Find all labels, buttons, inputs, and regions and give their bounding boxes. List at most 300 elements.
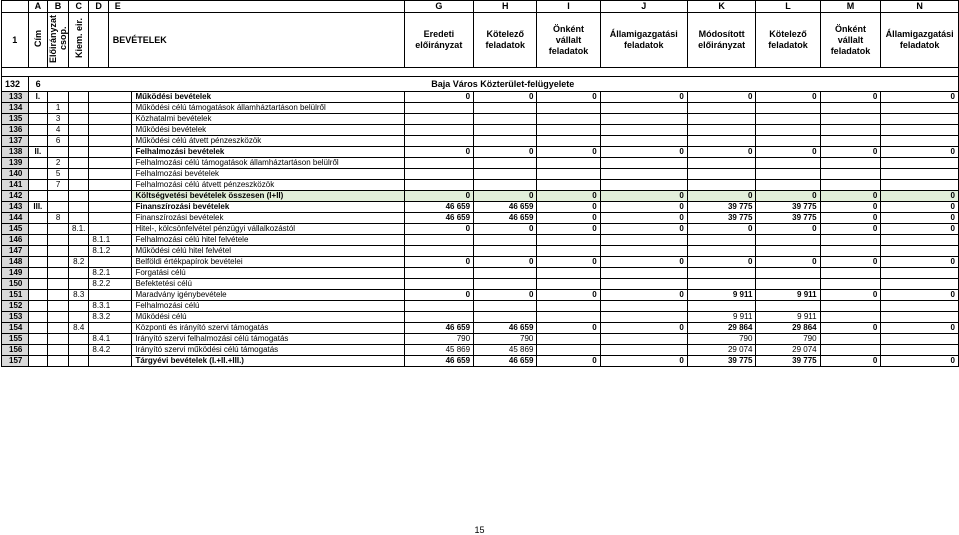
kiem-eir-cell: 8.1. [69,224,89,235]
row-number: 143 [2,202,29,213]
eloiranyzat-csop-cell: 7 [48,180,69,191]
value-cell [820,158,881,169]
value-cell: 0 [687,92,756,103]
value-cell [404,279,474,290]
value-cell [474,136,537,147]
value-cell [600,334,687,345]
value-cell [404,180,474,191]
header-kiem-eir-label: Kiem. eir. [73,18,84,59]
kiem-eir-cell [69,147,89,158]
header-cim-label: Cím [32,29,43,47]
value-cell: 0 [474,92,537,103]
row-label: Közhatalmi bevételek [132,114,404,125]
kiem-eir-cell [69,334,89,345]
kiem-eir-cell [69,191,89,202]
table-row [2,235,959,246]
value-cell [474,235,537,246]
value-cell [820,235,881,246]
row-number: 157 [2,356,29,367]
cim-cell [28,224,47,235]
code-cell: 8.1.1 [89,235,132,246]
code-cell [89,103,132,114]
cim-cell: I. [28,92,47,103]
value-cell: 790 [474,334,537,345]
value-cell [881,136,959,147]
row-label: Működési célú hitel felvétel [132,246,404,257]
eloiranyzat-csop-cell [48,323,69,334]
value-cell [881,235,959,246]
value-cell: 0 [474,191,537,202]
kiem-eir-cell [69,125,89,136]
row-number: 150 [2,279,29,290]
value-cell [404,312,474,323]
value-cell: 0 [404,147,474,158]
value-cell [756,235,820,246]
code-cell [89,290,132,301]
value-cell [687,169,756,180]
value-cell: 0 [881,191,959,202]
value-cell: 0 [820,290,881,301]
cim-cell [28,246,47,257]
value-cell: 0 [600,290,687,301]
code-cell [89,114,132,125]
value-cell [881,345,959,356]
header-row [2,13,959,68]
eloiranyzat-csop-cell: 6 [48,136,69,147]
cim-cell [28,169,47,180]
table-row [2,312,959,323]
row-number: 145 [2,224,29,235]
value-cell: 0 [404,191,474,202]
header-col: Önként vállalt feladatok [537,13,600,68]
value-cell [474,268,537,279]
value-cell: 0 [881,356,959,367]
value-cell: 9 911 [687,290,756,301]
value-cell [474,246,537,257]
value-cell: 0 [881,257,959,268]
value-cell: 9 911 [687,312,756,323]
eloiranyzat-csop-cell: 4 [48,125,69,136]
value-cell: 0 [687,257,756,268]
value-cell [600,301,687,312]
code-cell [89,158,132,169]
value-cell: 29 074 [756,345,820,356]
col-letter: B [48,1,69,13]
value-cell [820,114,881,125]
value-cell [404,158,474,169]
value-cell [404,301,474,312]
table-row [2,92,959,103]
kiem-eir-cell [69,202,89,213]
code-cell [89,356,132,367]
value-cell: 0 [881,92,959,103]
value-cell: 0 [600,147,687,158]
value-cell [820,268,881,279]
value-cell [600,180,687,191]
kiem-eir-cell [69,103,89,114]
table-row [2,290,959,301]
value-cell [474,180,537,191]
cim-cell [28,356,47,367]
value-cell: 46 659 [474,213,537,224]
code-cell [89,147,132,158]
value-cell [474,279,537,290]
table-row [2,224,959,235]
value-cell [756,279,820,290]
value-cell: 0 [600,202,687,213]
cim-cell [28,323,47,334]
code-cell: 8.3.1 [89,301,132,312]
value-cell [756,169,820,180]
value-cell [881,114,959,125]
row-number: 148 [2,257,29,268]
value-cell [687,268,756,279]
page-number: 15 [474,525,485,535]
kiem-eir-cell: 8.2 [69,257,89,268]
row-label: Működési célú átvett pénzeszközök [132,136,404,147]
value-cell [474,312,537,323]
row-number: 137 [2,136,29,147]
row-label: Felhalmozási bevételek [132,147,404,158]
cim-cell [28,290,47,301]
code-cell [89,202,132,213]
eloiranyzat-csop-cell [48,301,69,312]
row-number: 152 [2,301,29,312]
value-cell: 0 [537,224,600,235]
value-cell [881,301,959,312]
value-cell: 46 659 [474,202,537,213]
eloiranyzat-csop-cell: 3 [48,114,69,125]
value-cell [687,301,756,312]
header-col: Eredeti előirányzat [404,13,474,68]
value-cell [881,312,959,323]
kiem-eir-cell [69,235,89,246]
kiem-eir-cell [69,268,89,279]
value-cell: 29 864 [756,323,820,334]
value-cell [404,125,474,136]
value-cell [537,268,600,279]
row-number: 144 [2,213,29,224]
cim-cell: III. [28,202,47,213]
kiem-eir-cell [69,169,89,180]
value-cell [881,334,959,345]
value-cell: 9 911 [756,290,820,301]
value-cell [537,235,600,246]
table-row [2,191,959,202]
row-number: 146 [2,235,29,246]
col-letter: N [881,1,959,13]
col-letter: H [474,1,537,13]
value-cell [404,268,474,279]
eloiranyzat-csop-cell [48,224,69,235]
value-cell: 0 [756,191,820,202]
value-cell: 0 [881,147,959,158]
kiem-eir-cell [69,180,89,191]
kiem-eir-cell [69,136,89,147]
value-cell: 0 [881,202,959,213]
row-label: Felhalmozási bevételek [132,169,404,180]
eloiranyzat-csop-cell [48,202,69,213]
value-cell [600,246,687,257]
value-cell: 46 659 [474,356,537,367]
code-cell [89,213,132,224]
value-cell: 29 074 [687,345,756,356]
code-cell [89,257,132,268]
value-cell: 0 [404,92,474,103]
institution-title-row [2,77,959,92]
cim-cell [28,235,47,246]
value-cell [881,125,959,136]
code-cell: 8.1.2 [89,246,132,257]
table-row [2,257,959,268]
value-cell [820,180,881,191]
row-label: Felhalmozási célú átvett pénzeszközök [132,180,404,191]
cim-cell [28,279,47,290]
value-cell: 39 775 [756,202,820,213]
header-eloiranyzat-csop [48,13,69,68]
code-cell: 8.4.1 [89,334,132,345]
value-cell: 0 [600,213,687,224]
row-label: Működési bevételek [132,92,404,103]
row-label: Működési célú támogatások államháztartáson belülről [132,103,404,114]
eloiranyzat-csop-cell: 5 [48,169,69,180]
value-cell [404,169,474,180]
row-label: Költségvetési bevételek összesen (I+II) [132,191,404,202]
header-kiem-eir [69,13,89,68]
value-cell: 0 [881,213,959,224]
value-cell: 0 [687,224,756,235]
value-cell [881,180,959,191]
row-number: 138 [2,147,29,158]
value-cell [600,158,687,169]
row-label: Hitel-, kölcsönfelvétel pénzügyi vállalkozástól [132,224,404,235]
kiem-eir-cell [69,356,89,367]
header-col: Önként vállalt feladatok [820,13,881,68]
code-cell [89,323,132,334]
value-cell [404,246,474,257]
value-cell [537,345,600,356]
header-col: Államigazgatási feladatok [881,13,959,68]
value-cell: 0 [820,224,881,235]
col-letter: G [404,1,474,13]
eloiranyzat-csop-cell [48,147,69,158]
value-cell: 29 864 [687,323,756,334]
value-cell [404,103,474,114]
header-col: Módosított előirányzat [687,13,756,68]
kiem-eir-cell [69,92,89,103]
eloiranyzat-csop-cell [48,345,69,356]
value-cell: 790 [404,334,474,345]
value-cell: 39 775 [687,213,756,224]
value-cell: 39 775 [687,202,756,213]
eloiranyzat-csop-cell [48,268,69,279]
cim-cell [28,257,47,268]
value-cell [537,246,600,257]
value-cell [537,103,600,114]
value-cell [474,103,537,114]
code-cell [89,180,132,191]
eloiranyzat-csop-cell [48,191,69,202]
row-label: Belföldi értékpapírok bevételei [132,257,404,268]
value-cell [537,312,600,323]
eloiranyzat-csop-cell [48,257,69,268]
value-cell [474,158,537,169]
table-row [2,345,959,356]
cim-cell [28,103,47,114]
value-cell: 0 [600,92,687,103]
header-col: Államigazgatási feladatok [600,13,687,68]
col-letter: K [687,1,756,13]
row-label: Befektetési célú [132,279,404,290]
cim-cell [28,191,47,202]
value-cell: 46 659 [404,213,474,224]
value-cell: 9 911 [756,312,820,323]
value-cell [600,114,687,125]
value-cell: 39 775 [756,356,820,367]
header-bevetelek: BEVÉTELEK [108,13,404,68]
value-cell: 0 [404,257,474,268]
cim-cell [28,301,47,312]
value-cell: 0 [881,224,959,235]
table-row [2,301,959,312]
value-cell: 0 [474,147,537,158]
kiem-eir-cell [69,246,89,257]
value-cell [687,136,756,147]
table-row [2,136,959,147]
value-cell [820,246,881,257]
header-col: Kötelező feladatok [474,13,537,68]
value-cell [687,158,756,169]
value-cell: 0 [600,356,687,367]
header-cim [28,13,47,68]
value-cell [600,169,687,180]
value-cell [537,301,600,312]
value-cell: 0 [600,224,687,235]
row-label: Tárgyévi bevételek (I.+II.+III.) [132,356,404,367]
eloiranyzat-csop-cell [48,290,69,301]
table-row [2,158,959,169]
value-cell: 0 [820,213,881,224]
row-label: Irányító szervi felhalmozási célú támogatás [132,334,404,345]
value-cell [474,125,537,136]
value-cell [756,103,820,114]
kiem-eir-cell [69,213,89,224]
value-cell: 45 869 [474,345,537,356]
value-cell: 0 [474,290,537,301]
cim-cell [28,158,47,169]
value-cell [474,301,537,312]
row-label: Működési bevételek [132,125,404,136]
value-cell: 0 [756,147,820,158]
value-cell [820,334,881,345]
title-row-number: 132 [2,77,29,92]
cim-cell [28,213,47,224]
code-cell [89,125,132,136]
col-letter: E [108,1,404,13]
row-label: Finanszírozási bevételek [132,202,404,213]
value-cell: 0 [820,257,881,268]
code-cell [89,92,132,103]
value-cell [756,125,820,136]
col-letter: I [537,1,600,13]
row-label: Felhalmozási célú [132,301,404,312]
kiem-eir-cell [69,301,89,312]
table-row [2,279,959,290]
value-cell [756,301,820,312]
code-cell: 8.3.2 [89,312,132,323]
code-cell: 8.4.2 [89,345,132,356]
value-cell: 0 [687,147,756,158]
value-cell: 0 [537,356,600,367]
value-cell: 0 [537,257,600,268]
header-eloiranyzat-csop-label: Előirányzat csop. [48,14,69,63]
value-cell: 0 [881,323,959,334]
value-cell [881,103,959,114]
column-letter-row [2,1,959,13]
cim-cell [28,114,47,125]
eloiranyzat-csop-cell [48,279,69,290]
cim-cell [28,345,47,356]
row-label: Irányító szervi működési célú támogatás [132,345,404,356]
table-row [2,114,959,125]
row-number: 133 [2,92,29,103]
cim-cell: II. [28,147,47,158]
kiem-eir-cell [69,312,89,323]
table-row [2,103,959,114]
value-cell [820,103,881,114]
value-cell [756,114,820,125]
cim-cell [28,180,47,191]
code-cell [89,169,132,180]
value-cell [474,169,537,180]
value-cell: 0 [820,323,881,334]
value-cell [820,279,881,290]
row-label: Maradvány igénybevétele [132,290,404,301]
table-row [2,213,959,224]
value-cell [881,279,959,290]
eloiranyzat-csop-cell [48,312,69,323]
value-cell [756,158,820,169]
value-cell [756,180,820,191]
value-cell: 0 [820,356,881,367]
value-cell: 0 [600,257,687,268]
value-cell [537,114,600,125]
value-cell [600,279,687,290]
value-cell: 790 [756,334,820,345]
table-row [2,169,959,180]
row-label: Forgatási célú [132,268,404,279]
table-row [2,125,959,136]
table-row [2,323,959,334]
table-row [2,246,959,257]
value-cell [537,125,600,136]
code-cell: 8.2.1 [89,268,132,279]
value-cell [600,136,687,147]
value-cell [537,136,600,147]
table-row [2,356,959,367]
value-cell: 0 [537,290,600,301]
eloiranyzat-csop-cell: 8 [48,213,69,224]
value-cell [537,279,600,290]
value-cell [881,268,959,279]
value-cell: 0 [474,257,537,268]
row-number: 156 [2,345,29,356]
value-cell [537,169,600,180]
value-cell [474,114,537,125]
value-cell [820,345,881,356]
value-cell [881,158,959,169]
row-label: Működési célú [132,312,404,323]
